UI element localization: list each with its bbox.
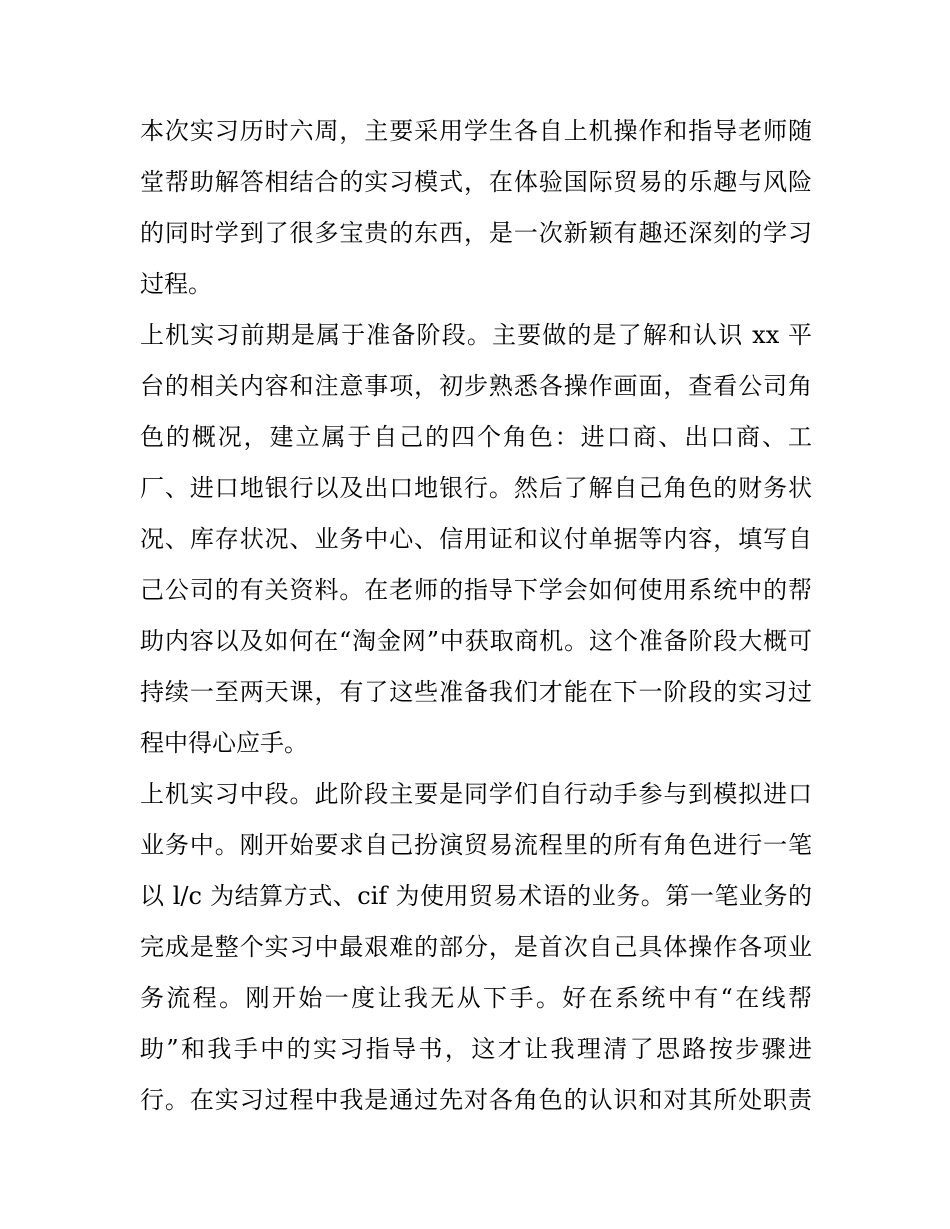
text-line: 本次实习历时六周，主要采用学生各自上机操作和指导老师随 xyxy=(140,117,812,145)
text-line: 的同时学到了很多宝贵的东西，是一次新颖有趣还深刻的学习 xyxy=(140,219,812,247)
text-line: 上机实习前期是属于准备阶段。主要做的是了解和认识 xx 平 xyxy=(140,321,812,349)
text-line: 完成是整个实习中最艰难的部分，是首次自己具体操作各项业 xyxy=(140,933,812,961)
document-body xyxy=(140,106,812,1126)
text-line: 上机实习中段。此阶段主要是同学们自行动手参与到模拟进口 xyxy=(140,780,812,808)
text-line: 务流程。刚开始一度让我无从下手。好在系统中有“在线帮 xyxy=(140,984,812,1012)
text-line: 以 l/c 为结算方式、cif 为使用贸易术语的业务。第一笔业务的 xyxy=(140,882,812,910)
paragraph-3 xyxy=(140,769,812,1126)
paragraph-2 xyxy=(140,310,812,769)
text-line: 持续一至两天课，有了这些准备我们才能在下一阶段的实习过 xyxy=(140,678,812,706)
text-line: 程中得心应手。 xyxy=(140,729,308,757)
text-line: 行。在实习过程中我是通过先对各角色的认识和对其所处职责 xyxy=(140,1086,812,1114)
text-line: 况、库存状况、业务中心、信用证和议付单据等内容，填写自 xyxy=(140,525,812,553)
text-line: 色的概况，建立属于自己的四个角色：进口商、出口商、工 xyxy=(140,423,812,451)
text-line: 堂帮助解答相结合的实习模式，在体验国际贸易的乐趣与风险 xyxy=(140,168,812,196)
text-line: 台的相关内容和注意事项，初步熟悉各操作画面，查看公司角 xyxy=(140,372,812,400)
paragraph-1 xyxy=(140,106,812,310)
text-line: 助内容以及如何在“淘金网”中获取商机。这个准备阶段大概可 xyxy=(140,627,812,655)
text-line: 厂、进口地银行以及出口地银行。然后了解自己角色的财务状 xyxy=(140,474,812,502)
text-line: 过程。 xyxy=(140,270,212,298)
text-line: 己公司的有关资料。在老师的指导下学会如何使用系统中的帮 xyxy=(140,576,812,604)
text-line: 助”和我手中的实习指导书，这才让我理清了思路按步骤进 xyxy=(140,1035,812,1063)
text-line: 业务中。刚开始要求自己扮演贸易流程里的所有角色进行一笔 xyxy=(140,831,812,859)
